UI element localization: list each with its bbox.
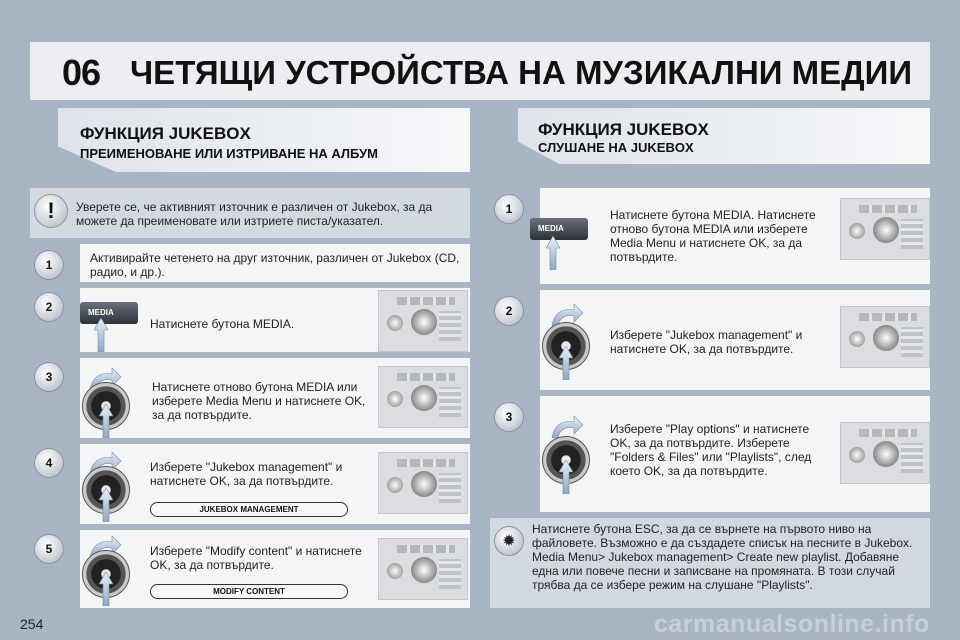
left-step-2-text: Натиснете бутона MEDIA. xyxy=(150,317,295,331)
tip-sun-icon: ✹ xyxy=(494,526,524,556)
radio-panel-image xyxy=(378,452,468,514)
right-step-1-text: Натиснете бутона MEDIA. Натиснете отново бутона MEDIA или изберете Media Menu и натиснете OK, за да потвърдите. xyxy=(610,208,816,264)
arrow-up-icon xyxy=(94,318,108,352)
left-step-3-text: Натиснете отново бутона MEDIA или изберете Media Menu и натиснете OK, за да потвърдите. xyxy=(152,380,366,422)
watermark: carmanualsonline.info xyxy=(654,610,930,638)
right-step-3-text: Изберете "Play options" и натиснете OK, за да потвърдите. Изберете "Folders & Files" или "Playlists", след което OK, за да потвърдите. xyxy=(610,422,812,478)
tip-text: Натиснете бутона ESC, за да се върнете на първото ниво на файловете. Възможно е да създадете списък на песните в Jukebox. Media Menu> Jukebox management> Create new playlist. Добавяне една или повече песни и записване на промяната. В този случай трябва да се избере режим на слушане "Playlists". xyxy=(532,522,913,592)
modify-content-label: MODIFY CONTENT xyxy=(150,584,348,599)
media-button-icon: MEDIA xyxy=(80,302,138,324)
left-step-1-text: Активирайте четенето на друг източник, различен от Jukebox (CD, радио, и др.). xyxy=(90,251,460,279)
arrow-up-icon xyxy=(99,404,113,438)
radio-panel-image xyxy=(840,198,930,260)
radio-panel-image xyxy=(840,306,930,368)
radio-panel-image xyxy=(378,538,468,600)
right-step-3-badge: 3 xyxy=(494,402,524,432)
right-step-2-text: Изберете "Jukebox management" и натиснете OK, за да потвърдите. xyxy=(610,328,803,356)
page-number: 254 xyxy=(20,616,44,632)
warning-icon: ! xyxy=(34,194,68,228)
left-step-1-badge: 1 xyxy=(34,250,64,280)
arrow-up-icon xyxy=(559,460,573,494)
media-button-icon: MEDIA xyxy=(530,218,588,240)
left-step-2-badge: 2 xyxy=(34,292,64,322)
chapter-number: 06 xyxy=(62,52,101,93)
left-step-5-text: Изберете "Modify content" и натиснете OK, за да потвърдите. xyxy=(150,544,362,572)
arrow-up-icon xyxy=(559,346,573,380)
warning-text: Уверете се, че активният източник е различен от Jukebox, за да можете да преименовате или изтриете писта/указател. xyxy=(76,200,433,228)
right-section-subtitle: СЛУШАНЕ НА JUKEBOX xyxy=(538,140,694,155)
jukebox-management-label: JUKEBOX MANAGEMENT xyxy=(150,502,348,517)
radio-panel-image xyxy=(840,422,930,484)
right-section-title: ФУНКЦИЯ JUKEBOX xyxy=(538,120,709,139)
arrow-up-icon xyxy=(99,488,113,522)
left-step-4-text: Изберете "Jukebox management" и натиснете OK, за да потвърдите. xyxy=(150,460,343,488)
left-section-subtitle: ПРЕИМЕНОВАНЕ ИЛИ ИЗТРИВАНЕ НА АЛБУМ xyxy=(80,146,378,161)
left-step-5-badge: 5 xyxy=(34,534,64,564)
arrow-up-icon xyxy=(99,572,113,606)
arrow-up-icon xyxy=(546,236,560,270)
page-title: ЧЕТЯЩИ УСТРОЙСТВА НА МУЗИКАЛНИ МЕДИИ xyxy=(130,54,913,91)
left-section-title: ФУНКЦИЯ JUKEBOX xyxy=(80,124,251,143)
left-step-4-badge: 4 xyxy=(34,448,64,478)
right-step-2-badge: 2 xyxy=(494,296,524,326)
left-step-3-badge: 3 xyxy=(34,362,64,392)
radio-panel-image xyxy=(378,290,468,352)
right-step-1-badge: 1 xyxy=(494,194,524,224)
radio-panel-image xyxy=(378,366,468,428)
